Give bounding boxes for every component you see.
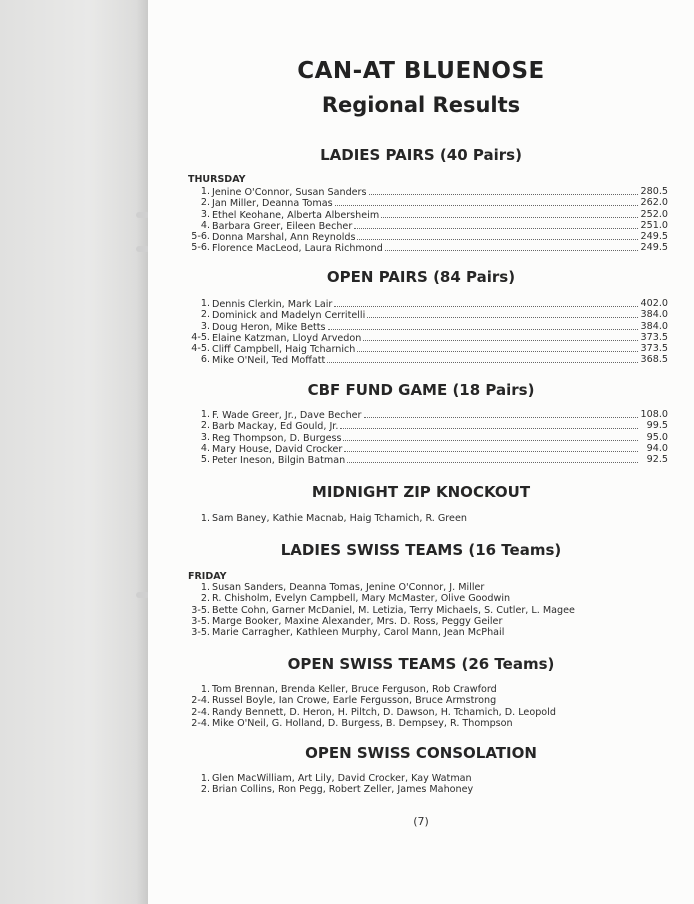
result-row bbox=[148, 684, 694, 695]
results-list bbox=[148, 582, 694, 638]
section-open-swiss-consolation bbox=[148, 742, 694, 764]
result-row bbox=[148, 242, 694, 253]
player-names: Mary House, David Crocker bbox=[212, 443, 343, 455]
player-names: Tom Brennan, Brenda Keller, Bruce Ferguson, Rob Crawford bbox=[212, 684, 497, 695]
results-list bbox=[148, 186, 694, 254]
score: 262.0 bbox=[640, 197, 668, 209]
score: 384.0 bbox=[640, 309, 668, 321]
rank: 3-5. bbox=[191, 604, 210, 616]
binding-spine bbox=[0, 0, 148, 904]
player-names: Elaine Katzman, Lloyd Arvedon bbox=[212, 332, 362, 344]
rank: 2-4. bbox=[191, 717, 210, 729]
rank: 4. bbox=[200, 442, 210, 454]
result-row bbox=[148, 220, 694, 231]
section-heading: CBF FUND GAME (18 Pairs) bbox=[307, 381, 535, 399]
player-names: Jenine O'Connor, Susan Sanders bbox=[212, 187, 367, 198]
rank: 5. bbox=[200, 454, 210, 466]
result-row bbox=[148, 454, 694, 465]
player-names: Doug Heron, Mike Betts bbox=[212, 321, 326, 333]
player-names: Randy Bennett, D. Heron, H. Piltch, D. Dawson, H. Tchamich, D. Leopold bbox=[212, 706, 556, 718]
result-row bbox=[148, 309, 694, 320]
rank: 2-4. bbox=[191, 706, 210, 718]
player-names: Brian Collins, Ron Pegg, Robert Zeller, James Mahoney bbox=[212, 784, 474, 796]
rank: 4. bbox=[200, 219, 210, 231]
rank: 2. bbox=[200, 197, 210, 209]
rank: 6. bbox=[200, 354, 210, 366]
results-list bbox=[148, 298, 694, 366]
result-row bbox=[148, 332, 694, 343]
page-title: CAN-AT BLUENOSE bbox=[297, 58, 545, 84]
player-names: Susan Sanders, Deanna Tomas, Jenine O'Connor, J. Miller bbox=[212, 582, 485, 593]
rank: 1. bbox=[200, 298, 210, 309]
result-row bbox=[148, 773, 694, 784]
rank: 1. bbox=[200, 582, 210, 593]
score: 92.5 bbox=[646, 454, 668, 466]
result-row bbox=[148, 443, 694, 454]
section-heading: OPEN SWISS CONSOLATION bbox=[305, 744, 537, 762]
player-names: Mike O'Neil, G. Holland, D. Burgess, B. Dempsey, R. Thompson bbox=[212, 717, 513, 729]
rank: 2. bbox=[200, 784, 210, 796]
rank: 2-4. bbox=[191, 695, 210, 707]
score: 373.5 bbox=[640, 331, 668, 343]
score: 384.0 bbox=[640, 320, 668, 332]
result-row bbox=[148, 197, 694, 208]
player-names: Mike O'Neil, Ted Moffatt bbox=[212, 355, 326, 367]
rank: 1. bbox=[200, 773, 210, 784]
result-row bbox=[148, 343, 694, 354]
result-row bbox=[148, 627, 694, 638]
result-row bbox=[148, 321, 694, 332]
result-row bbox=[148, 231, 694, 242]
rank: 5-6. bbox=[191, 231, 210, 243]
result-row bbox=[148, 695, 694, 706]
results-list bbox=[148, 513, 694, 524]
player-names: Barbara Greer, Eileen Becher bbox=[212, 220, 353, 232]
player-names: Dennis Clerkin, Mark Lair bbox=[212, 299, 333, 310]
rank: 2. bbox=[200, 593, 210, 605]
page-number: (7) bbox=[413, 815, 429, 828]
result-row bbox=[148, 707, 694, 718]
rank: 3. bbox=[200, 208, 210, 220]
section-ladies-pairs bbox=[148, 144, 694, 166]
score: 95.0 bbox=[646, 431, 668, 443]
score: 402.0 bbox=[640, 298, 668, 309]
player-names: Marge Booker, Maxine Alexander, Mrs. D. Ross, Peggy Geiler bbox=[212, 615, 503, 627]
rank: 1. bbox=[200, 684, 210, 695]
section-cbf-fund-game bbox=[148, 379, 694, 401]
player-names: Barb Mackay, Ed Gould, Jr. bbox=[212, 421, 339, 433]
score: 251.0 bbox=[640, 219, 668, 231]
player-names: Peter Ineson, Bilgin Batman bbox=[212, 455, 346, 467]
result-row bbox=[148, 209, 694, 220]
score: 280.5 bbox=[640, 186, 668, 197]
rank: 2. bbox=[200, 420, 210, 432]
section-heading: OPEN SWISS TEAMS (26 Teams) bbox=[287, 655, 555, 673]
score: 94.0 bbox=[646, 442, 668, 454]
player-names: Jan Miller, Deanna Tomas bbox=[212, 198, 333, 210]
section-midnight-zip-knockout bbox=[148, 481, 694, 503]
player-names: Donna Marshal, Ann Reynolds bbox=[212, 232, 356, 244]
section-open-swiss-teams bbox=[148, 653, 694, 675]
player-names: Ethel Keohane, Alberta Albersheim bbox=[212, 209, 380, 221]
rank: 3-5. bbox=[191, 627, 210, 639]
result-row bbox=[148, 432, 694, 443]
score: 249.5 bbox=[640, 242, 668, 254]
section-heading: LADIES PAIRS (40 Pairs) bbox=[320, 146, 522, 164]
player-names: Reg Thompson, D. Burgess bbox=[212, 432, 342, 444]
player-names: Bette Cohn, Garner McDaniel, M. Letizia, Terry Michaels, S. Cutler, L. Magee bbox=[212, 604, 575, 616]
section-heading: MIDNIGHT ZIP KNOCKOUT bbox=[311, 483, 531, 501]
results-list bbox=[148, 409, 694, 465]
rank: 3-5. bbox=[191, 615, 210, 627]
result-row bbox=[148, 513, 694, 524]
rank: 4-5. bbox=[191, 343, 210, 355]
rank: 3. bbox=[200, 320, 210, 332]
score: 108.0 bbox=[640, 409, 668, 420]
score: 99.5 bbox=[646, 420, 668, 432]
player-names: Cliff Campbell, Haig Tcharnich bbox=[212, 344, 356, 356]
day-label: THURSDAY bbox=[188, 174, 246, 185]
page-subtitle: Regional Results bbox=[321, 93, 521, 117]
player-names: Russel Boyle, Ian Crowe, Earle Fergusson, Bruce Armstrong bbox=[212, 695, 497, 707]
result-row bbox=[148, 616, 694, 627]
player-names: Florence MacLeod, Laura Richmond bbox=[212, 243, 383, 255]
score: 249.5 bbox=[640, 231, 668, 243]
section-heading: LADIES SWISS TEAMS (16 Teams) bbox=[280, 541, 562, 559]
result-row bbox=[148, 420, 694, 431]
player-names: Glen MacWilliam, Art Lily, David Crocker, Kay Watman bbox=[212, 773, 472, 784]
section-heading: OPEN PAIRS (84 Pairs) bbox=[326, 268, 516, 286]
rank: 4-5. bbox=[191, 331, 210, 343]
document-page bbox=[148, 0, 694, 904]
result-row bbox=[148, 605, 694, 616]
results-list bbox=[148, 773, 694, 796]
score: 373.5 bbox=[640, 343, 668, 355]
day-label: FRIDAY bbox=[188, 571, 227, 582]
result-row bbox=[148, 784, 694, 795]
result-row bbox=[148, 582, 694, 593]
rank: 1. bbox=[200, 186, 210, 197]
player-names: R. Chisholm, Evelyn Campbell, Mary McMaster, Olive Goodwin bbox=[212, 593, 511, 605]
result-row bbox=[148, 593, 694, 604]
player-names: F. Wade Greer, Jr., Dave Becher bbox=[212, 410, 362, 421]
result-row bbox=[148, 298, 694, 309]
results-list bbox=[148, 684, 694, 729]
rank: 1. bbox=[200, 409, 210, 420]
player-names: Dominick and Madelyn Cerritelli bbox=[212, 310, 366, 322]
rank: 3. bbox=[200, 431, 210, 443]
result-row bbox=[148, 409, 694, 420]
result-row bbox=[148, 186, 694, 197]
score: 368.5 bbox=[640, 354, 668, 366]
section-ladies-swiss-teams bbox=[148, 539, 694, 561]
score: 252.0 bbox=[640, 208, 668, 220]
rank: 2. bbox=[200, 309, 210, 321]
rank: 1. bbox=[200, 513, 210, 524]
result-row bbox=[148, 354, 694, 365]
player-names: Sam Baney, Kathie Macnab, Haig Tchamich, R. Green bbox=[212, 513, 467, 524]
player-names: Marie Carragher, Kathleen Murphy, Carol Mann, Jean McPhail bbox=[212, 627, 505, 639]
section-open-pairs bbox=[148, 266, 694, 288]
result-row bbox=[148, 718, 694, 729]
rank: 5-6. bbox=[191, 242, 210, 254]
